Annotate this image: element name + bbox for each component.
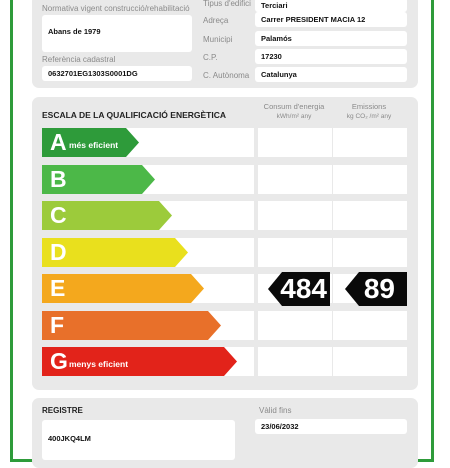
arrow-fill xyxy=(42,311,221,340)
class-letter: A xyxy=(50,129,67,155)
energy-class-arrow-g xyxy=(42,347,237,376)
municipality-label: Municipi xyxy=(203,35,233,44)
energy-class-arrow-f xyxy=(42,311,221,340)
consumption-header-text: Consum d'energia xyxy=(263,102,325,111)
energy-class-arrow-e xyxy=(42,274,204,303)
arrow-shape xyxy=(42,274,204,303)
building-type-value: Terciari xyxy=(255,0,407,12)
region-label: C. Autònoma xyxy=(203,71,250,80)
registry-value: 400JKQ4LM xyxy=(42,420,235,460)
class-letter: D xyxy=(50,239,67,265)
class-letter: E xyxy=(50,275,66,301)
registry-label: REGISTRE xyxy=(42,406,83,415)
consumption-rating-badge xyxy=(268,272,330,306)
emissions-cell xyxy=(333,347,407,376)
consumption-rating-value: 484 xyxy=(280,273,327,304)
arrow-shape xyxy=(42,311,221,340)
consumption-header xyxy=(258,102,330,122)
emissions-unit: kg CO₂ /m² any xyxy=(346,113,392,120)
class-letter: F xyxy=(50,312,65,338)
class-note: menys eficient xyxy=(69,359,129,369)
emissions-cell xyxy=(333,128,407,157)
emissions-cell xyxy=(333,238,407,267)
cadastral-label: Referència cadastral xyxy=(42,55,116,64)
consumption-cell xyxy=(258,311,332,340)
energy-class-arrow-d xyxy=(42,238,188,267)
emissions-cell xyxy=(333,201,407,230)
municipality-value: Palamós xyxy=(255,31,407,46)
consumption-cell xyxy=(258,238,332,267)
building-type-label: Tipus d'edifici xyxy=(203,0,251,8)
emissions-rating-badge xyxy=(345,272,407,306)
consumption-cell xyxy=(258,165,332,194)
valid-until-label: Vàlid fins xyxy=(259,406,292,415)
consumption-cell xyxy=(258,201,332,230)
class-letter: C xyxy=(50,202,67,228)
consumption-unit: kWh/m² any xyxy=(276,113,312,120)
arrow-fill xyxy=(42,274,204,303)
consumption-cell xyxy=(258,347,332,376)
consumption-cell xyxy=(258,128,332,157)
energy-class-arrow-c xyxy=(42,201,172,230)
class-letter: B xyxy=(50,166,67,192)
region-value: Catalunya xyxy=(255,67,407,82)
regulation-value: Abans de 1979 xyxy=(42,15,192,52)
postal-code-value: 17230 xyxy=(255,49,407,64)
address-value: Carrer PRESIDENT MACIA 12 xyxy=(255,12,407,27)
emissions-cell xyxy=(333,165,407,194)
emissions-rating-value: 89 xyxy=(363,273,395,304)
emissions-header-text: Emissions xyxy=(351,102,387,111)
postal-code-label: C.P. xyxy=(203,53,218,62)
cadastral-value: 0632701EG1303S0001DG xyxy=(42,66,192,81)
class-letter: G xyxy=(50,348,68,374)
energy-class-arrow-a xyxy=(42,128,139,157)
regulation-label: Normativa vigent construcció/rehabilitació xyxy=(42,4,190,13)
address-label: Adreça xyxy=(203,16,229,25)
emissions-header xyxy=(333,102,405,122)
class-note: més eficient xyxy=(69,140,119,150)
valid-until-value: 23/06/2032 xyxy=(255,419,407,434)
emissions-cell xyxy=(333,311,407,340)
energy-scale-title: ESCALA DE LA QUALIFICACIÓ ENERGÈTICA xyxy=(42,110,227,120)
energy-class-arrow-b xyxy=(42,165,155,194)
